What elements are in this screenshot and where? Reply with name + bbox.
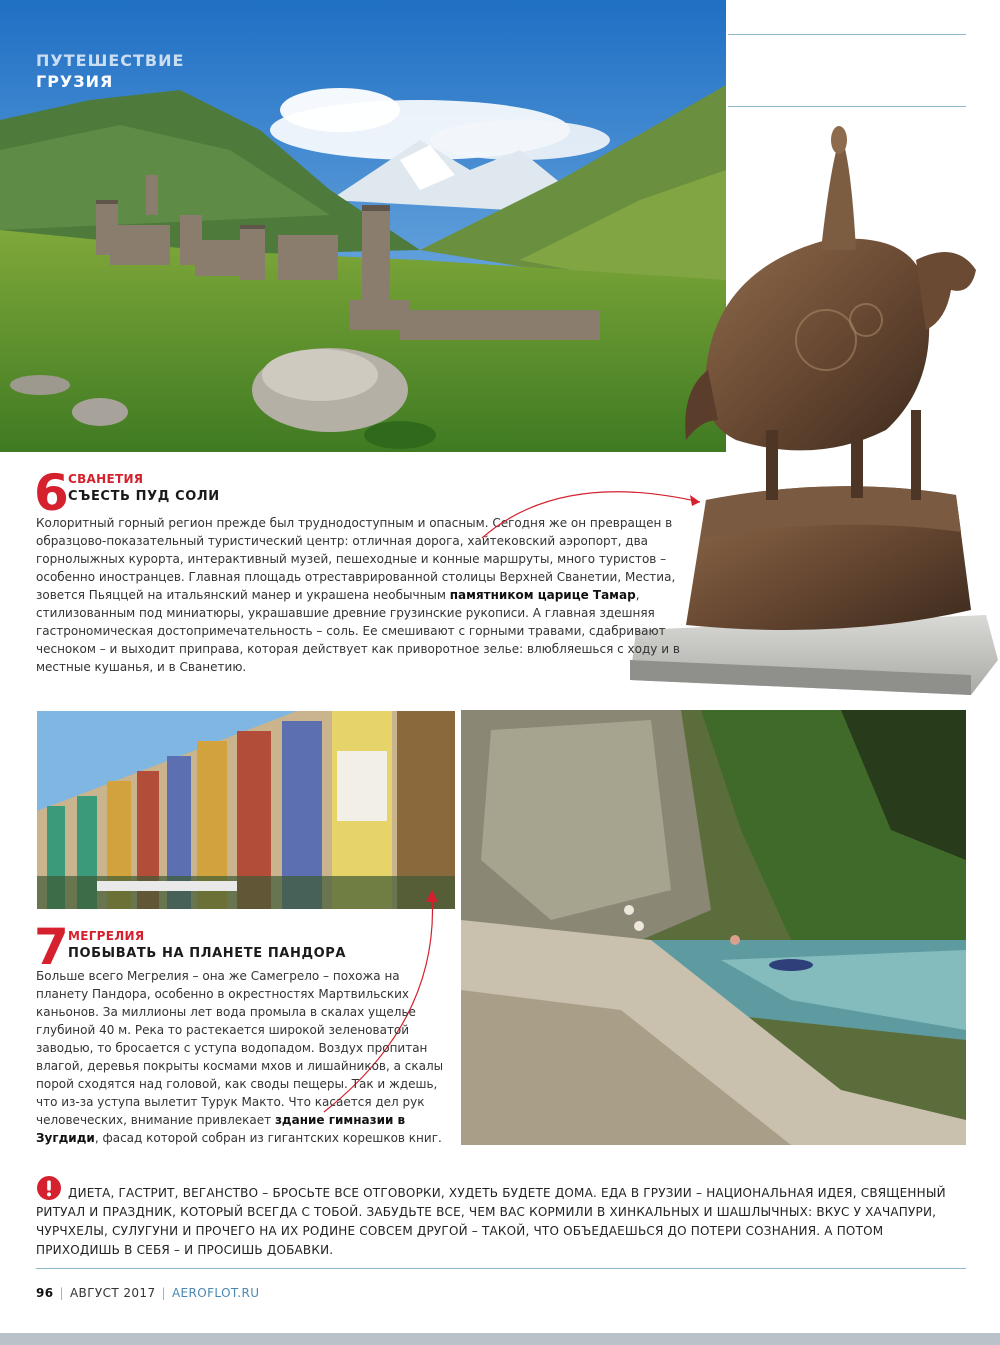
rubric-section: ПУТЕШЕСТВИЕ (36, 51, 185, 70)
body-text: , стилизованным под миниатюры, украшавшие древние грузинские рукописи. А главная здешняя гастрономическая достопримечательность – соль. Ее смешивают с горными травами, сдабривают чесноком – и выходит приправа, которая действует как приворотное зелье: влюбляешься с ходу и в местные кушанья, и в Сванетию. (36, 588, 680, 674)
page-footer: 96 | АВГУСТ 2017 | AEROFLOT.RU (36, 1286, 260, 1300)
section-number-7: 7 (34, 918, 69, 976)
section-number-6: 6 (34, 464, 69, 522)
footnote-text: ДИЕТА, ГАСТРИТ, ВЕГАНСТВО – БРОСЬТЕ ВСЕ ОТГОВОРКИ, ХУДЕТЬ БУДЕТЕ ДОМА. ЕДА В ГРУЗИИ – НАЦИОНАЛЬНАЯ ИДЕЯ, СВЯЩЕННЫЙ РИТУАЛ И ПРАЗДНИК, КОТОРЫЙ ВСЕГДА С ТОБОЙ. ЗАБУДЬТЕ ВСЕ, ЧЕМ ВАС КОРМИЛИ В ХИНКАЛЬНЫХ И ШАШЛЫЧНЫХ: ВКУС У ХАЧАПУРИ, ЧУРЧХЕЛЫ, СУЛУГУНИ И ПРОЧЕГО НА ИХ РОДИНЕ СОВСЕМ ДРУГОЙ – ТАКОЙ, ЧТО ОБЪЕДАЕШЬСЯ ДО ПОТЕРИ СОЗНАНИЯ. А ПОТОМ ПРИХОДИШЬ В СЕБЯ – И ПРОСИШЬ ДОБАВКИ. (36, 1186, 946, 1257)
section-headline: СЪЕСТЬ ПУД СОЛИ (68, 489, 220, 504)
body-highlight: памятником царице Тамар (449, 588, 636, 602)
body-highlight: здание гимназии в Зугдиди (36, 1113, 406, 1145)
rubric (36, 50, 184, 92)
site-link[interactable]: AEROFLOT.RU (171, 1286, 260, 1300)
body-text: Больше всего Мегрелия – она же Самегрело – похожа на планету Пандора, особенно в окрестностях Мартвильских каньонов. За миллионы лет вода промыла в скалах ущелье глубиной 40 м. Река то растекается широкой зеленоватой заводью, то бросается с уступа водопадом. Воздух пропитан влагой, деревья покрыты космами мхов и лишайников, а скалы порой сходятся над головой, как своды пещеры. Так и ждешь, что из-за уступа вылетит Турук Макто. Что касается дел рук человеческих, внимание привлекает (36, 969, 444, 1127)
body-text: , фасад которой собран из гигантских корешков книг. (94, 1131, 442, 1145)
section-region: СВАНЕТИЯ (68, 472, 144, 486)
section-body (36, 967, 444, 1147)
top-rule-2 (728, 106, 966, 107)
top-rule (728, 34, 966, 35)
footer-rule (36, 1268, 966, 1269)
section-region: МЕГРЕЛИЯ (68, 929, 145, 943)
martvili-canyon-photo (461, 710, 966, 1145)
pointer-arrow (480, 480, 710, 540)
rubric-country: ГРУЗИЯ (36, 72, 114, 91)
body-text: Колоритный горный регион прежде был труднодоступным и опасным. Сегодня же он превращен в образцово-показательный туристический центр: отличная дорога, хайтековский аэропорт, два горнолыжных курорта, интерактивный музей, пешеходные и конные маршруты, много туристов – особенно иностранцев. Главная площадь отреставрированной столицы Верхней Сванетии, Местиа, зовется Пьяццей на итальянский манер и украшена необычным (36, 516, 676, 602)
page-number: 96 (36, 1286, 54, 1300)
section-headline: ПОБЫВАТЬ НА ПЛАНЕТЕ ПАНДОРА (68, 946, 347, 961)
scan-edge (0, 1333, 1000, 1345)
issue-date: АВГУСТ 2017 (69, 1286, 156, 1300)
